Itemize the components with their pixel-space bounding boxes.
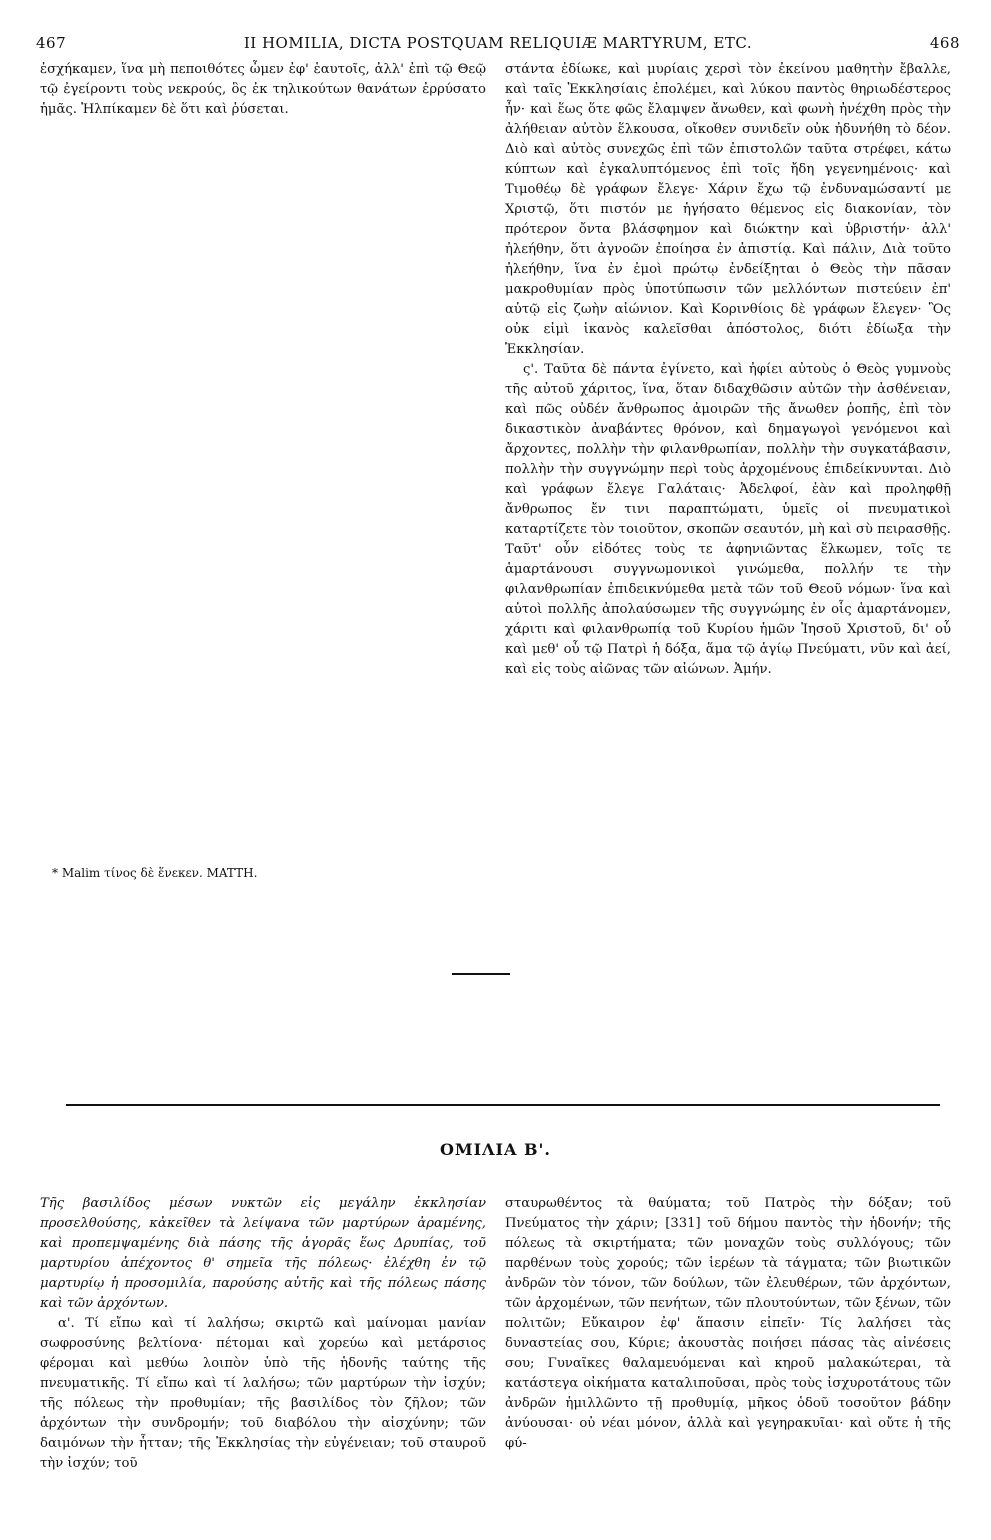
column-right-top: [505, 60, 951, 680]
footnote: * Malim τίνος δὲ ἕνεκεν. MATTH.: [52, 866, 258, 880]
column-left-top: [40, 60, 486, 120]
paragraph: ς'. Ταῦτα δὲ πάντα ἐγίνετο, καὶ ἠφίει αὐτοὺς ὁ Θεὸς γυμνοὺς τῆς αὐτοῦ χάριτος, ἵνα, ὅταν διδαχθῶσιν αὐτῶν τὴν ἀσθένειαν, καὶ πῶς οὐδέν ἄνθρωπος ἀμοιρῶν τῆς ἄνωθεν ῥοπῆς, ἐπὶ τὸν δικαστικὸν ἀναβάντες θρόνον, καὶ δημαγωγοὶ γενόμενοι καὶ ἄρχοντες, πολλὴν τὴν φιλανθρωπίαν, πολλὴν τὴν συγκατάβασιν, πολλὴν τὴν συγγνώμην περὶ τοὺς ἀρχομένους ἐπιδείκνυνται. Διὸ καὶ γράφων ἔλεγε Γαλάταις· Ἀδελφοί, ἐὰν καὶ προληφθῇ ἄνθρωπος ἔν τινι παραπτώματι, ὑμεῖς οἱ πνευματικοὶ καταρτίζετε τὸν τοιοῦτον, σκοπῶν σεαυτόν, μὴ καὶ σὺ πειρασθῇς. Ταῦτ' οὖν εἰδότες τοὺς τε ἀφηνιῶντας ἕλκωμεν, τοῖς τε ἁμαρτάνουσι συγγνωμονικοὶ γινώμεθα, πολλήν τε τὴν φιλανθρωπίαν ἐπιδεικνύμεθα μετὰ τῶν τοῦ Θεοῦ νόμων· ἵνα καὶ αὐτοὶ πολλῆς ἀπολαύσωμεν τῆς συγγνώμης ἐν οἷς ἁμαρτάνομεν, χάριτι καὶ φιλανθρωπίᾳ τοῦ Κυρίου ἡμῶν Ἰησοῦ Χριστοῦ, δι' οὗ καὶ μεθ' οὗ τῷ Πατρὶ ἡ δόξα, ἅμα τῷ ἁγίῳ Πνεύματι, νῦν καὶ ἀεί, καὶ εἰς τοὺς αἰῶνας τῶν αἰώνων. Ἀμήν.: [505, 362, 951, 677]
paragraph: α'. Τί εἴπω καὶ τί λαλήσω; σκιρτῶ καὶ μαίνομαι μανίαν σωφροσύνης βελτίονα· πέτομαι καὶ χορεύω καὶ μετάρσιος φέρομαι καὶ μεθύω λοιπὸν ὑπὸ τῆς ἡδονῆς ταύτης τῆς πνευματικῆς. Τί εἴπω καὶ τί λαλήσω; τῶν μαρτύρων τὴν ἰσχύν; τῆς πόλεως τὴν προθυμίαν; τῆς βασιλίδος τὸν ζῆλον; τῶν ἀρχόντων τὴν συνδρομήν; τοῦ διαβόλου τὴν αἰσχύνην; τῶν δαιμόνων τὴν ἧτταν; τῆς Ἐκκλησίας τὴν εὐγένειαν; τοῦ σταυροῦ τὴν ἰσχύν; τοῦ: [40, 1316, 486, 1471]
paragraph: ἐσχήκαμεν, ἵνα μὴ πεποιθότες ὦμεν ἐφ' ἑαυτοῖς, ἀλλ' ἐπὶ τῷ Θεῷ τῷ ἐγείροντι τοὺς νεκρούς, ὃς ἐκ τηλικούτων θανάτων ἐρρύσατο ἡμᾶς. Ἠλπίκαμεν δὲ ὅτι καὶ ῥύσεται.: [40, 62, 486, 117]
section-divider-short: [452, 973, 510, 975]
section-divider-long: [66, 1104, 940, 1106]
paragraph: σταυρωθέντος τὰ θαύματα; τοῦ Πατρὸς τὴν δόξαν; τοῦ Πνεύματος τὴν χάριν; [331] τοῦ δήμου παντὸς τὴν ἡδονήν; τῆς πόλεως τὰ σκιρτήματα; τῶν μοναχῶν τοὺς συλλόγους; τῶν παρθένων τοὺς χορούς; τῶν ἱερέων τὰ τάγματα; τῶν βιωτικῶν ἀνδρῶν τὸν τόνον, τῶν δούλων, τῶν ἐλευθέρων, τῶν ἀρχόντων, τῶν ἀρχομένων, τῶν πενήτων, τῶν πλουτούντων, τῶν ξένων, τῶν πολιτῶν; Εὔκαιρον ἐφ' ἅπασιν εἰπεῖν· Τίς λαλήσει τὰς δυναστείας σου, Κύριε; ἀκουστὰς ποιήσει πάσας τὰς αἰνέσεις σου; Γυναῖκες θαλαμευόμεναι καὶ κηροῦ μαλακώτεραι, τὰ κατάστεγα οἰκήματα καταλιποῦσαι, πρὸς τοὺς ἰσχυροτάτους τῶν ἀνδρῶν ἡμιλλῶντο τῇ προθυμίᾳ, μῆκος ὁδοῦ τοσοῦτον βάδην ἀνύουσαι· οὐ νέαι μόνον, ἀλλὰ καὶ γεγηρακυῖαι· καὶ οὔτε ἡ τῆς φύ-: [505, 1196, 951, 1451]
column-left-bottom: [40, 1194, 486, 1474]
paragraph: στάντα ἐδίωκε, καὶ μυρίαις χερσὶ τὸν ἐκείνου μαθητὴν ἔβαλλε, καὶ ταῖς Ἐκκλησίαις ἐπολέμει, καὶ λύκου παντὸς θηριωδέστερος ἦν· καὶ ἕως ὅτε φῶς ἔλαμψεν ἄνωθεν, καὶ φωνὴ ἠνέχθη πρὸς τὴν ἀλήθειαν αὐτὸν ἕλκουσα, οἴκοθεν συνιδεῖν οὐκ ἠδυνήθη τὸ δέον. Διὸ καὶ αὐτὸς συνεχῶς ἐπὶ τῶν ἐπιστολῶν ταῦτα στρέφει, κάτω κύπτων καὶ ἐγκαλυπτόμενος ἐπὶ τοῖς ἤδη γεγενημένοις· καὶ Τιμοθέῳ δὲ γράφων ἔλεγε· Χάριν ἔχω τῷ ἐνδυναμώσαντί με Χριστῷ, ὅτι πιστόν με ἡγήσατο θέμενος εἰς διακονίαν, τὸν πρότερον ὄντα βλάσφημον καὶ διώκτην καὶ ὑβριστήν· ἀλλ' ἠλεήθην, ὅτι ἀγνοῶν ἐποίησα ἐν ἀπιστίᾳ. Καὶ πάλιν, Διὰ τοῦτο ἠλεήθην, ἵνα ἐν ἐμοὶ πρώτῳ ἐνδείξηται ὁ Θεὸς τὴν πᾶσαν μακροθυμίαν πρὸς ὑποτύπωσιν τῶν μελλόντων πιστεύειν ἐπ' αὐτῷ εἰς ζωὴν αἰώνιον. Καὶ Κορινθίοις δὲ γράφων ἔλεγεν· Ὃς οὐκ εἰμὶ ἱκανὸς καλεῖσθαι ἀπόστολος, διότι ἐδίωξα τὴν Ἐκκλησίαν.: [505, 62, 951, 357]
homily-argument: Τῆς βασιλίδος μέσων νυκτῶν εἰς μεγάλην ἐκκλησίαν προσελθούσης, κἀκεῖθεν τὰ λείψανα τῶν μαρτύρων ἀραμένης, καὶ προπεμψαμένης διὰ πάσης τῆς ἀγορᾶς ἕως Δρυπίας, τοῦ μαρτυρίου ἀπέχοντος θ' σημεῖα τῆς πόλεως· ἐλέχθη ἐν τῷ μαρτυρίῳ ἡ προσομιλία, παρούσης αὐτῆς καὶ τῆς πόλεως πάσης καὶ τῶν ἀρχόντων.: [40, 1196, 486, 1311]
column-right-bottom: [505, 1194, 951, 1454]
page-number-right: 468: [929, 34, 960, 52]
running-header: [36, 34, 960, 56]
running-title: II HOMILIA, DICTA POSTQUAM RELIQUIÆ MARTYRUM, ETC.: [243, 34, 753, 52]
homily-title: ΟΜΙΛΙΑ Β'.: [439, 1140, 551, 1159]
page-number-left: 467: [36, 34, 67, 52]
